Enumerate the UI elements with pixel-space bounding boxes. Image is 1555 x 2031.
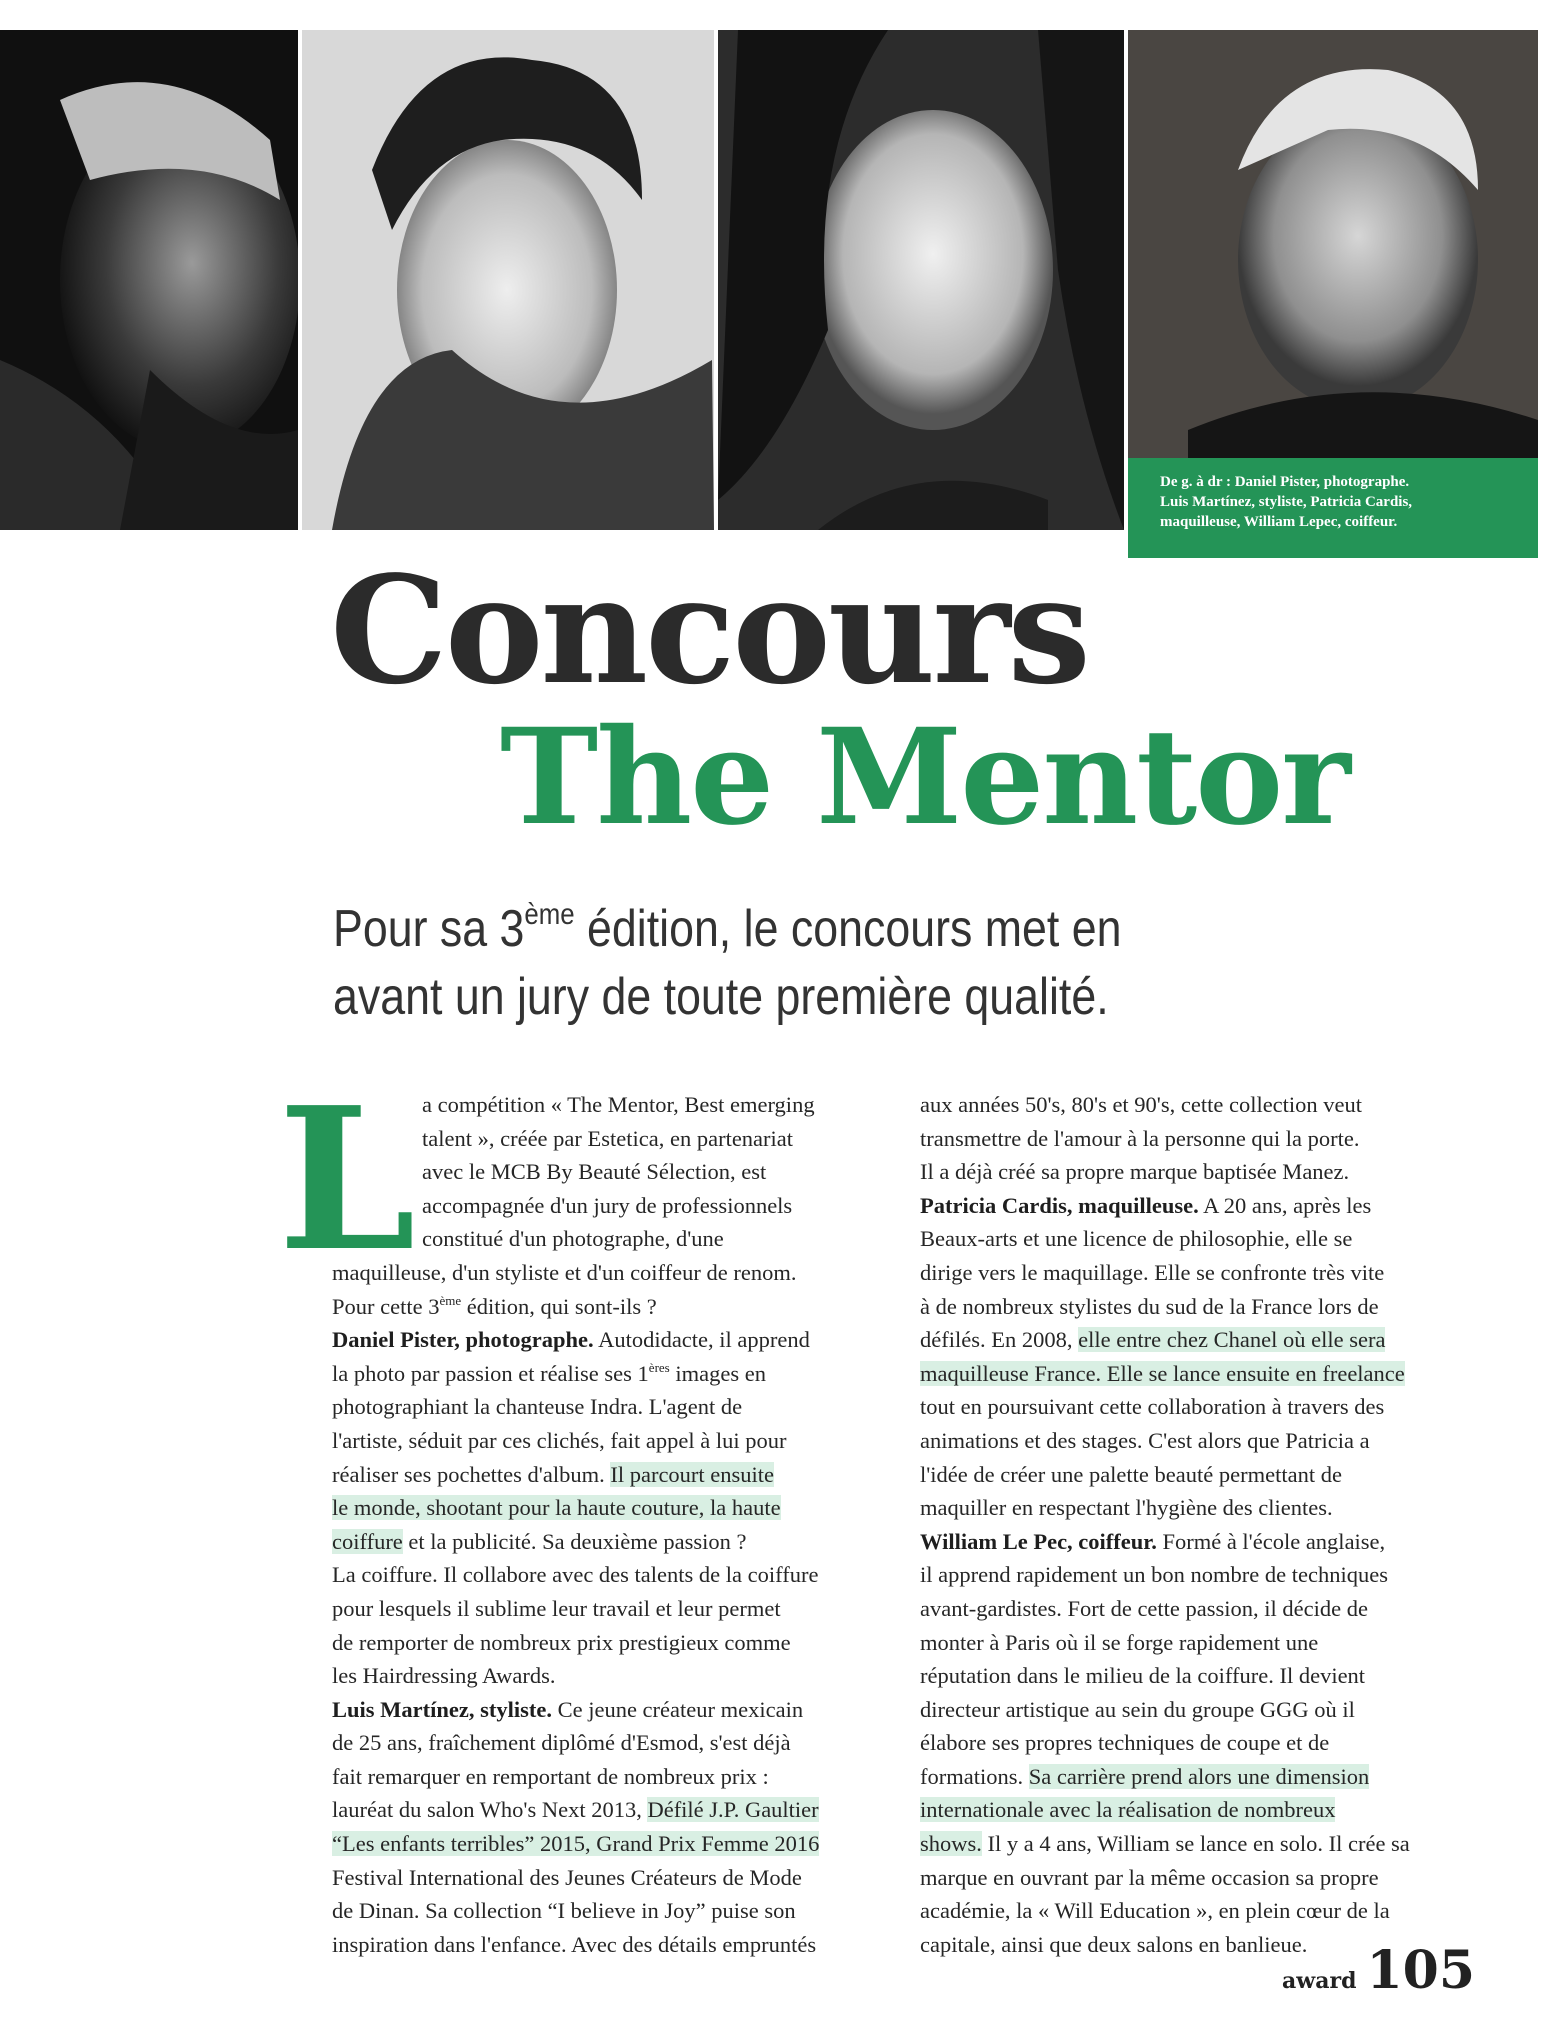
article-column-right (920, 1088, 1472, 1961)
text-line: directeur artistique au sein du groupe GGG où il (920, 1696, 1355, 1722)
text-line: réputation dans le milieu de la coiffure. Il devient (920, 1663, 1366, 1689)
text-line (920, 1357, 1472, 1391)
text-line: Patricia Cardis, maquilleuse. A 20 ans, après les (920, 1192, 1372, 1218)
caption-line: Luis Martínez, styliste, Patricia Cardis, (1160, 494, 1413, 510)
name-daniel-pister: Daniel Pister, photographe. (332, 1327, 594, 1353)
subtitle-line: Pour sa 3ème édition, le concours met en (333, 898, 1122, 958)
text-line: dirige vers le maquillage. Elle se confronte très vite (920, 1259, 1385, 1285)
text-line: aux années 50's, 80's et 90's, cette collection veut (920, 1092, 1363, 1117)
text-line: accompagnée d'un jury de professionnels (422, 1192, 793, 1218)
text-line: la photo par passion et réalise ses 1ères images en (332, 1359, 766, 1386)
highlight: “Les enfants terribles” 2015, Grand Prix Femme 2016 (332, 1831, 820, 1857)
text-line: l'artiste, séduit par ces clichés, fait appel à lui pour (332, 1427, 787, 1453)
text-line: Festival International des Jeunes Créateurs de Mode (332, 1864, 802, 1890)
text-line: capitale, ainsi que deux salons en banlieue. (920, 1931, 1308, 1957)
text-line: défilés. En 2008, elle entre chez Chanel où elle sera (920, 1327, 1386, 1353)
highlight: Défilé J.P. Gaultier (647, 1797, 819, 1823)
text-line: transmettre de l'amour à la personne qui la porte. (920, 1125, 1360, 1151)
name-patricia-cardis: Patricia Cardis, maquilleuse. (920, 1192, 1199, 1218)
text-line: monter à Paris où il se forge rapidement une (920, 1629, 1319, 1655)
portrait-luis-martinez (302, 30, 714, 530)
text-line: formations. Sa carrière prend alors une dimension (920, 1763, 1370, 1789)
text-line: réaliser ses pochettes d'album. Il parcourt ensuite (332, 1461, 775, 1487)
subtitle (333, 895, 1236, 1031)
text-line: de 25 ans, fraîchement diplômé d'Esmod, s'est déjà (332, 1730, 791, 1756)
text-line: lauréat du salon Who's Next 2013, Défilé J.P. Gaultier (332, 1797, 819, 1823)
text-line: de Dinan. Sa collection “I believe in Joy” puise son (332, 1898, 796, 1924)
title-concours: Concours (330, 543, 1088, 717)
highlight: Il parcourt ensuite (610, 1461, 775, 1487)
text-line: Pour cette 3ème édition, qui sont-ils ? (332, 1292, 657, 1319)
text-line: animations et des stages. C'est alors que Patricia a (920, 1427, 1370, 1453)
text-line: Luis Martínez, styliste. Ce jeune créateur mexicain (332, 1696, 804, 1722)
text-line: La coiffure. Il collabore avec des talents de la coiffure (332, 1562, 819, 1588)
portrait-patricia-cardis (718, 30, 1124, 530)
drop-cap: L (278, 1065, 416, 1295)
text-line: avant-gardistes. Fort de cette passion, il décide de (920, 1595, 1368, 1621)
highlight: maquilleuse France. Elle se lance ensuite en freelance (920, 1360, 1405, 1386)
text-line: l'idée de créer une palette beauté permettant de (920, 1461, 1342, 1487)
name-william-le-pec: William Le Pec, coiffeur. (920, 1528, 1157, 1554)
caption-line: De g. à dr : Daniel Pister, photographe. (1160, 474, 1410, 490)
text-line: maquiller en respectant l'hygiène des clientes. (920, 1495, 1333, 1521)
text-line: fait remarquer en remportant de nombreux prix : (332, 1763, 769, 1789)
text-line: William Le Pec, coiffeur. Formé à l'école anglaise, (920, 1528, 1386, 1554)
text-line: pour lesquels il sublime leur travail et leur permet (332, 1595, 781, 1621)
title-the-mentor: The Mentor (500, 700, 1349, 855)
highlight: shows. (920, 1831, 982, 1857)
text-line: talent », créée par Estetica, en partenariat (422, 1125, 794, 1151)
text-line: à de nombreux stylistes du sud de la France lors de (920, 1293, 1379, 1319)
text-line (920, 1793, 1472, 1827)
text-line: coiffure et la publicité. Sa deuxième passion ? (332, 1528, 747, 1554)
text-line: inspiration dans l'enfance. Avec des détails empruntés (332, 1931, 817, 1957)
portrait-william-lepec (1128, 30, 1538, 530)
page-number: 105 (1366, 1940, 1475, 2001)
magazine-name: award (1282, 1968, 1357, 1994)
text-line: Daniel Pister, photographe. Autodidacte, il apprend (332, 1327, 810, 1353)
text-line (332, 1491, 880, 1525)
page-folio (1282, 1940, 1475, 2001)
text-line: photographiant la chanteuse Indra. L'agent de (332, 1394, 743, 1420)
text-line: les Hairdressing Awards. (332, 1663, 556, 1689)
text-line: marque en ouvrant par la même occasion sa propre (920, 1864, 1379, 1890)
text-line: élabore ses propres techniques de coupe et de (920, 1730, 1330, 1756)
highlight: le monde, shootant pour la haute couture, la haute (332, 1495, 781, 1521)
portrait-strip (0, 30, 1538, 530)
highlight: Sa carrière prend alors une dimension (1028, 1763, 1370, 1789)
text-line: il apprend rapidement un bon nombre de techniques (920, 1562, 1388, 1588)
text-line: académie, la « Will Education », en plein cœur de la (920, 1898, 1390, 1924)
text-line: de remporter de nombreux prix prestigieux comme (332, 1629, 791, 1655)
highlight: internationale avec la réalisation de nombreux (920, 1797, 1336, 1823)
text-line: Beaux-arts et une licence de philosophie, elle se (920, 1226, 1353, 1252)
name-luis-martinez: Luis Martínez, styliste. (332, 1696, 552, 1722)
text-line: a compétition « The Mentor, Best emerging (422, 1092, 815, 1117)
text-line: shows. Il y a 4 ans, William se lance en solo. Il crée sa (920, 1831, 1410, 1857)
highlight: elle entre chez Chanel où elle sera (1078, 1327, 1386, 1353)
highlight: coiffure (332, 1528, 403, 1554)
text-line: maquilleuse, d'un styliste et d'un coiffeur de renom. (332, 1259, 797, 1285)
text-line: avec le MCB By Beauté Sélection, est (422, 1159, 767, 1185)
text-line: constitué d'un photographe, d'une (422, 1226, 724, 1252)
text-line: Il a déjà créé sa propre marque baptisée Manez. (920, 1159, 1350, 1185)
caption-line: maquilleuse, William Lepec, coiffeur. (1160, 514, 1398, 530)
text-line (332, 1827, 880, 1861)
photo-caption (1128, 458, 1538, 558)
subtitle-line: avant un jury de toute première qualité. (333, 968, 1109, 1026)
text-line: tout en poursuivant cette collaboration à travers des (920, 1394, 1385, 1420)
portrait-daniel-pister (0, 30, 298, 530)
article-column-left (332, 1088, 880, 1961)
